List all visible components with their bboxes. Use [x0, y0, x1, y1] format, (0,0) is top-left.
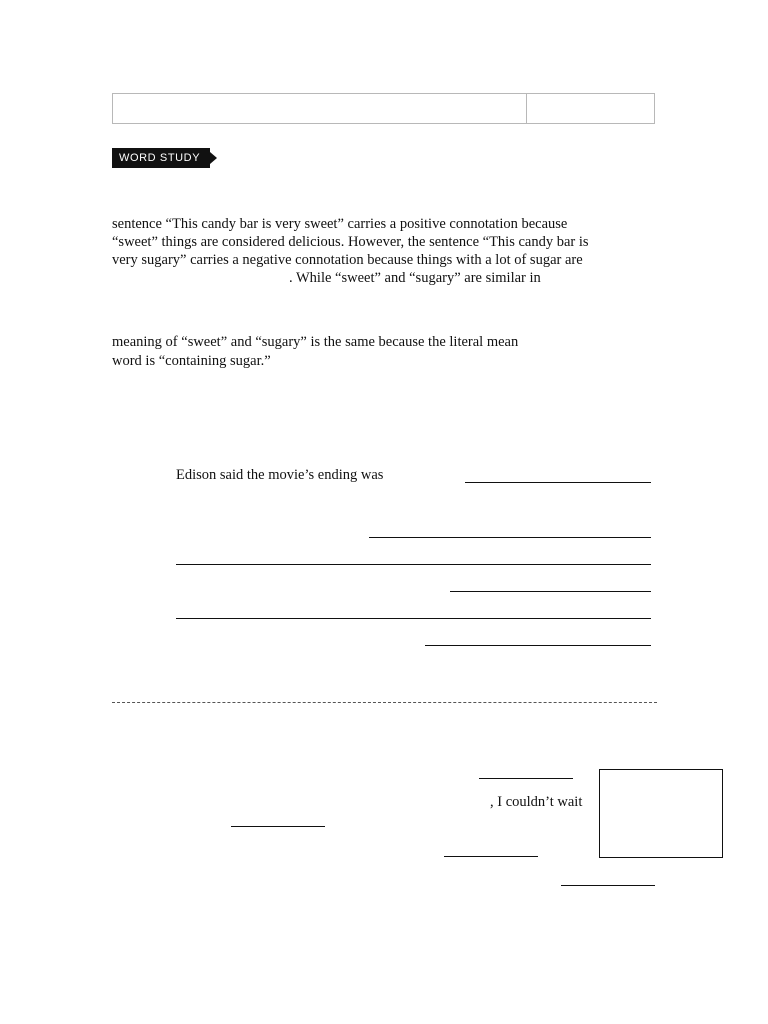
paragraph-line: sentence “This candy bar is very sweet” carries a positive connotation because: [112, 216, 568, 232]
answer-blank[interactable]: [561, 885, 655, 886]
word-study-tag: WORD STUDY: [112, 148, 210, 168]
tag-arrow-icon: [210, 152, 217, 164]
answer-blank[interactable]: [479, 778, 573, 779]
header-table: [112, 93, 655, 124]
answer-blank[interactable]: [450, 591, 651, 592]
answer-blank[interactable]: [176, 564, 651, 565]
fragment-text: , I couldn’t wait: [490, 794, 583, 810]
answer-blank[interactable]: [176, 618, 651, 619]
answer-blank[interactable]: [465, 482, 651, 483]
header-name-cell[interactable]: [113, 94, 526, 123]
exercise-sentence: Edison said the movie’s ending was: [176, 467, 384, 483]
paragraph-line: word is “containing sugar.”: [112, 353, 271, 369]
answer-blank[interactable]: [231, 826, 325, 827]
paragraph-line: . While “sweet” and “sugary” are similar in: [289, 270, 541, 286]
answer-blank[interactable]: [425, 645, 651, 646]
paragraph-line: “sweet” things are considered delicious. However, the sentence “This candy bar is: [112, 234, 589, 250]
answer-box[interactable]: [599, 769, 723, 858]
answer-blank[interactable]: [444, 856, 538, 857]
paragraph-line: very sugary” carries a negative connotation because things with a lot of sugar are: [112, 252, 583, 268]
section-divider: [112, 702, 657, 703]
answer-blank[interactable]: [369, 537, 651, 538]
header-date-cell[interactable]: [527, 94, 654, 123]
paragraph-line: meaning of “sweet” and “sugary” is the same because the literal mean: [112, 334, 519, 350]
